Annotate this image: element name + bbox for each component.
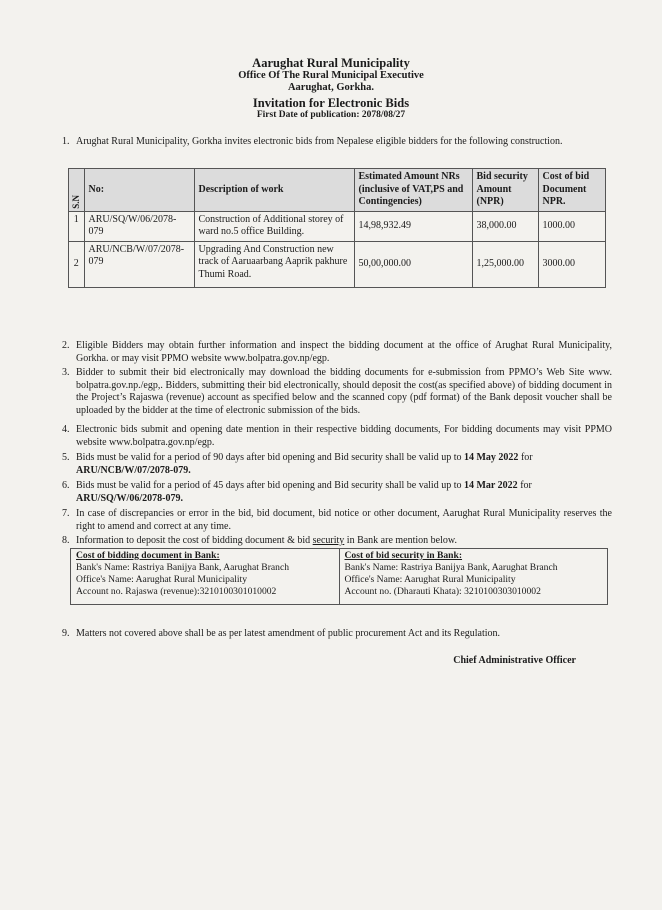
- item-number: 3.: [62, 367, 70, 378]
- publication-date: First Date of publication: 2078/08/27: [256, 109, 406, 120]
- item-text: Bidder to submit their bid electronically may download the bidding documents for e-submission from PPMO’s Web Site www. bolpatra.gov.np./egp,. Bidders, submitting their bid electronically, should deposit the cost(as specified above) of bidding document in the Project’s Rajaswa (revenue) account as specified below and the scanned copy (pdf format) of the Bank deposit voucher shall be uploaded by the bidder at the time of electronic submission of the bids.: [76, 367, 612, 416]
- office-name-line: Office's Name: Aarughat Rural Municipality: [76, 574, 247, 585]
- contract-reference: ARU/NCB/W/07/2078-079.: [76, 464, 191, 476]
- item-text-end: for: [518, 452, 533, 463]
- security-valid-date: 14 Mar 2022: [463, 480, 518, 491]
- bids-table-header-row: [69, 169, 606, 212]
- header-no: No:: [84, 169, 194, 212]
- item-number: 2.: [62, 340, 70, 351]
- header-description: Description of work: [194, 169, 354, 212]
- item-number: 9.: [62, 628, 70, 639]
- row-number: ARU/SQ/W/06/2078-079: [84, 211, 194, 241]
- item-text: Electronic bids submit and opening date mention in their respective bidding documents, For bidding documents may visit PPMO website www.bolpatra.gov.np/egp.: [76, 424, 612, 448]
- item-number: 8.: [62, 535, 70, 546]
- row-amount: 50,00,000.00: [354, 241, 472, 288]
- bids-table: [68, 168, 606, 288]
- bid-security-bank-cell: [339, 549, 608, 605]
- notice-item-2: [62, 340, 612, 365]
- bank-details-table: [70, 548, 608, 605]
- signature-title: Chief Administrative Officer: [453, 655, 576, 666]
- header-estimated-amount: Estimated Amount NRs (inclusive of VAT,PS and Contingencies): [354, 169, 472, 212]
- item-number: 5.: [62, 452, 70, 463]
- bank-heading: Cost of bidding document in Bank:: [76, 550, 220, 561]
- notice-item-8: [62, 535, 612, 548]
- office-address: Aarughat, Gorkha.: [287, 82, 375, 94]
- notice-item-9: [62, 628, 612, 641]
- underlined-word: security: [312, 535, 345, 546]
- row-number: ARU/NCB/W/07/2078-079: [84, 241, 194, 288]
- notice-item-5: [62, 452, 612, 477]
- row-description: Construction of Additional storey of ward no.5 office Building.: [194, 211, 354, 241]
- contract-reference: ARU/SQ/W/06/2078-079.: [76, 492, 183, 504]
- notice-item-7: [62, 508, 612, 533]
- row-sn: 2: [69, 241, 85, 288]
- municipality-name: Aarughat Rural Municipality: [252, 56, 410, 70]
- item-text: Matters not covered above shall be as per latest amendment of public procurement Act and its Regulation.: [76, 628, 501, 639]
- notice-item-6: [62, 480, 612, 505]
- item-text: Arughat Rural Municipality, Gorkha invites electronic bids from Nepalese eligible bidders for the following construction.: [76, 136, 563, 147]
- item-number: 4.: [62, 424, 70, 435]
- item-text: Bids must be valid for a period of 90 days after bid opening and Bid security shall be valid up to: [76, 452, 464, 463]
- item-text-end: for: [517, 480, 532, 491]
- table-row: [69, 211, 606, 241]
- account-number: Account no. (Dharauti Khata): 3210100303010002: [344, 586, 541, 597]
- bank-name: Bank's Name: Rastriya Banijya Bank, Aarughat Branch: [76, 562, 290, 573]
- notice-item-3: [62, 367, 612, 417]
- office-name: Office Of The Rural Municipal Executive: [238, 70, 424, 82]
- item-number: 7.: [62, 508, 70, 519]
- item-text: Information to deposit the cost of bidding document & bid: [76, 535, 313, 546]
- row-cost: 1000.00: [538, 211, 606, 241]
- bank-details-row: [71, 549, 608, 605]
- account-number: Account no. Rajaswa (revenue):3210100301010002: [76, 586, 277, 597]
- header-bid-security: Bid security Amount (NPR): [472, 169, 538, 212]
- item-number: 1.: [62, 136, 70, 147]
- notice-header: [0, 56, 662, 121]
- notice-item-1: [62, 136, 612, 149]
- item-number: 6.: [62, 480, 70, 491]
- row-security: 1,25,000.00: [472, 241, 538, 288]
- bank-heading: Cost of bid security in Bank:: [344, 550, 463, 561]
- notice-item-4: [62, 424, 612, 449]
- item-text: In case of discrepancies or error in the bid, bid document, bid notice or other document, Aarughat Rural Municipality reserves the right to amend and correct at any time.: [76, 508, 612, 532]
- row-cost: 3000.00: [538, 241, 606, 288]
- header-bid-document-cost: Cost of bid Document NPR.: [538, 169, 606, 212]
- item-text: Eligible Bidders may obtain further information and inspect the bidding document at the office of Arughat Rural Municipality, Gorkha. or may visit PPMO website www.bolpatra.gov.np/egp.: [76, 340, 612, 364]
- item-text-end: in Bank are mention below.: [344, 535, 457, 546]
- bank-name: Bank's Name: Rastriya Banijya Bank, Aarughat Branch: [344, 562, 558, 573]
- row-amount: 14,98,932.49: [354, 211, 472, 241]
- item-text: Bids must be valid for a period of 45 days after bid opening and Bid security shall be valid up to: [76, 480, 464, 491]
- row-sn: 1: [69, 211, 85, 241]
- bidding-document-bank-cell: [71, 549, 340, 605]
- row-security: 38,000.00: [472, 211, 538, 241]
- office-name-line: Office's Name: Aarughat Rural Municipality: [344, 574, 516, 585]
- notice-title: Invitation for Electronic Bids: [252, 95, 410, 110]
- row-description: Upgrading And Construction new track of Aaruaarbang Aaprik pakhure Thumi Road.: [194, 241, 354, 288]
- table-row: [69, 241, 606, 288]
- security-valid-date: 14 May 2022: [463, 452, 519, 463]
- header-sn: S.N: [69, 169, 85, 212]
